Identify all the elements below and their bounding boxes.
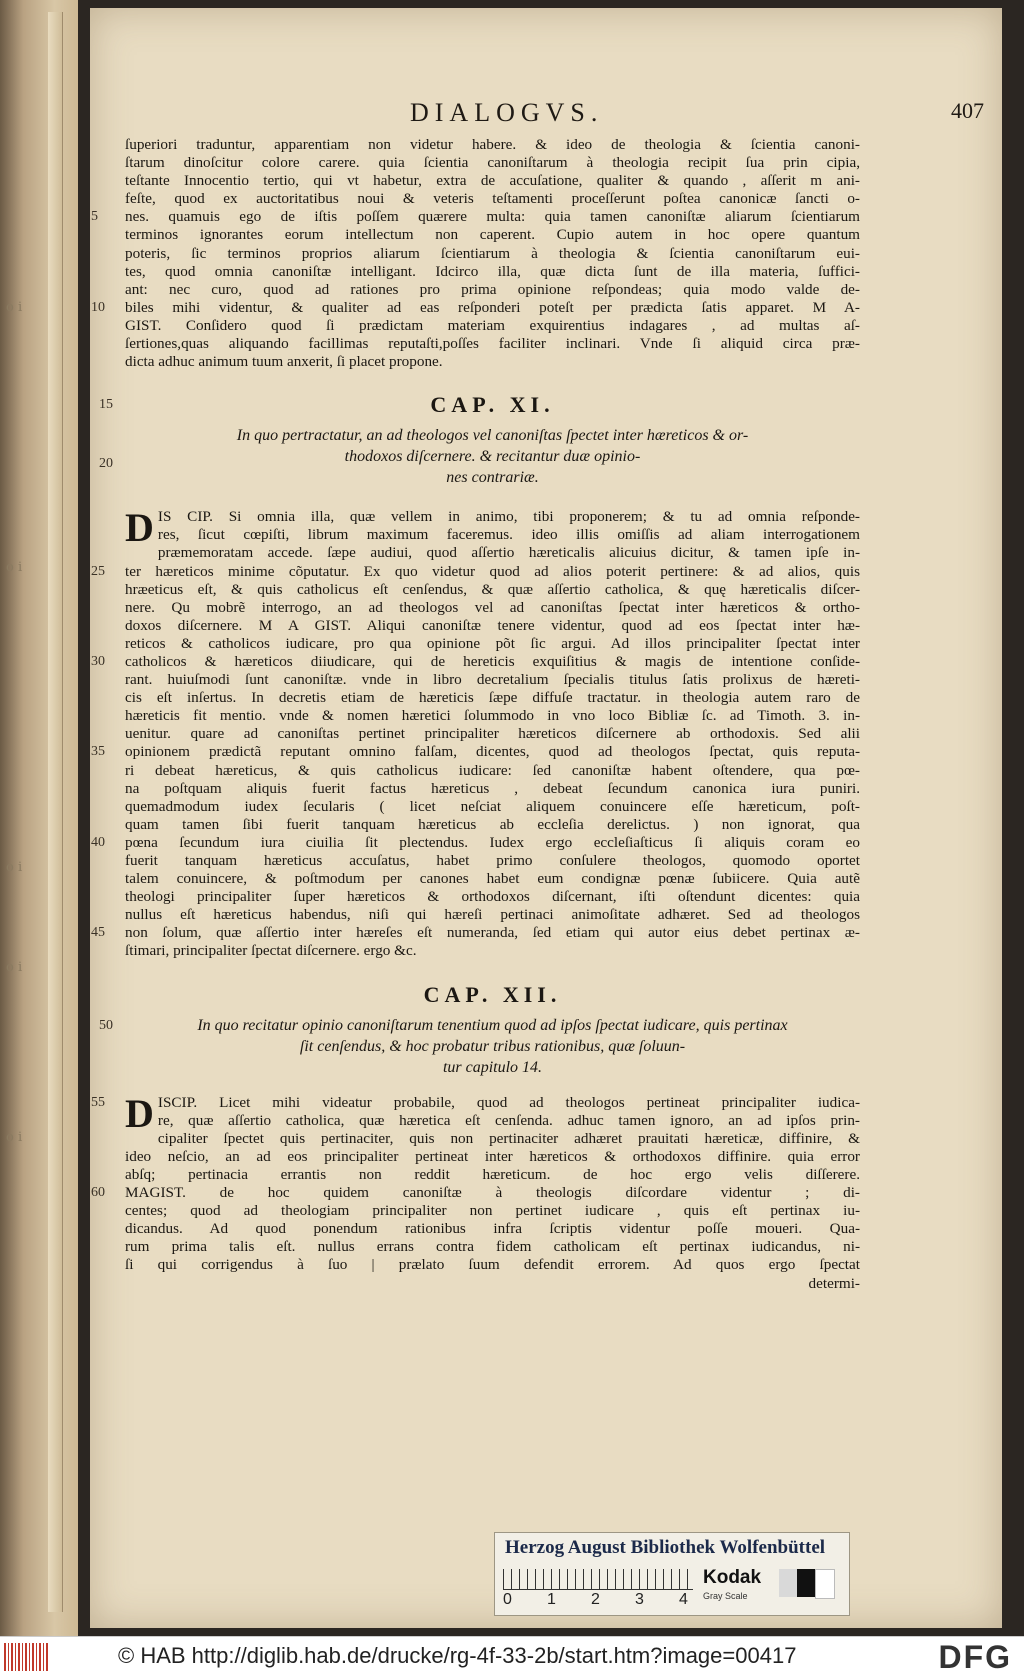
text-block-3 <box>91 1090 860 1293</box>
white-patch <box>815 1569 835 1599</box>
line-text: ri debeat hæreticus, & quis catholicus iudicare: ſed canoniſtæ habent oſtendere, qua pœ- <box>125 761 860 779</box>
line-text: rant. huiuſmodi ſunt canoniſtæ. vnde in libro decretalium ſpecialis titulus ſatis prolixus de hæreti- <box>125 671 860 689</box>
text-line <box>125 635 860 653</box>
line-text: dicta adhuc animum tuum anxerit, ſi placet propone. <box>125 353 443 371</box>
text-line <box>125 190 860 208</box>
line-text: pœna ſecundum iura ciuilia ſit plectendus. Iudex ergo eccleſiaſticus ſi aliquis coram eo <box>125 833 860 851</box>
line-text: theologi principaliter ſuper hæreticos & orthodoxos diſcernant, iſti oſtendunt dicentes: quia <box>125 888 860 906</box>
line-text: teſtante Innocentio tertio, qui vt habetur, extra de accuſatione, qualiter & quando , aſſerit m ani- <box>125 172 860 190</box>
line-text: ISCIP. Licet mihi videatur probabile, quod ad theologos pertineat principaliter iudica- <box>157 1093 860 1111</box>
text-line <box>125 544 860 562</box>
text-line <box>91 924 860 942</box>
text-line <box>125 707 860 725</box>
line-number: 20 <box>99 456 113 472</box>
line-number: 30 <box>91 653 105 669</box>
line-text: catholicos & hæreticos diiudicare, qui de hereticis exquiſitius & magis de intentione conſide- <box>125 652 860 670</box>
chapter-11-title: CAP. XI. <box>430 392 555 418</box>
line-text: rum prima talis eſt. nullus errans contra fidem catholicam eſt pertinax iudicandus, ni- <box>125 1238 860 1256</box>
line-text: centes; quod ad theologiam principaliter non pertinet iudicare , quis eſt pertinax iu- <box>125 1202 860 1220</box>
summary-line: nes contrariæ. <box>446 469 539 487</box>
line-text: ſtimari, principaliter ſpectat diſcernere. ergo &c. <box>125 942 417 960</box>
viewer-footer <box>0 1636 1024 1677</box>
line-text: ſertiones,quas aliquando facillimas reputaſti,poſſes faciliter inclinari. Vnde ſi aliquid circa præ- <box>125 335 860 353</box>
chapter-11-summary <box>99 425 860 488</box>
line-number: 45 <box>91 925 105 941</box>
chapter-12-heading <box>125 975 860 1015</box>
chapter-12-title: CAP. XII. <box>423 981 562 1007</box>
line-text: ter hæreticos minime cõputatur. Ex quo videtur quod ad alios poterit pertinere: & ad alios, quis <box>125 562 860 580</box>
text-line <box>91 562 860 581</box>
drop-cap: D <box>125 1090 154 1136</box>
text-line <box>125 1238 860 1256</box>
line-text: nullus eſt hæreticus habendus, niſi qui hæreſi pertinaci animoſitate adhæret. Sed ad theologos <box>125 906 860 924</box>
text-line <box>125 281 860 299</box>
line-number: 5 <box>91 209 98 225</box>
text-line <box>125 172 860 190</box>
text-line <box>125 780 860 798</box>
line-text: ſi qui corrigendus à ſuo | prælato ſuum defendit errorem. Ad quos ergo ſpectat <box>125 1256 860 1274</box>
text-line <box>125 1202 860 1220</box>
text-line <box>125 136 860 154</box>
text-line <box>91 1184 860 1202</box>
line-text: poteris, ſic terminos proprios aliarum ſcientiarum à theologia & ſcientia canoniſtarum eui- <box>125 244 860 262</box>
text-line <box>125 1130 860 1148</box>
facing-margin-number: o i <box>6 560 23 575</box>
text-line <box>125 689 860 707</box>
line-text: uenitur. quare ad canoniſtas pertinet principaliter hæreticos diſcernere ab orthodoxis. Sed alii <box>125 725 860 743</box>
text-line <box>125 581 860 599</box>
line-text: opinionem prædictã reputant omnino falſam, dicentes, quod ad theologos ſpectat, quis reputa- <box>125 743 860 761</box>
text-block-2 <box>91 505 860 960</box>
line-text: ideo neſcio, an ad eos principaliter pertineat inter hæreticos & orthodoxos diffinire. quia error <box>125 1147 860 1165</box>
book-spine <box>0 0 78 1637</box>
line-text: fuerit tanquam hæreticus accuſatus, habet primo conſulere theologos, quomodo oportet <box>125 852 860 869</box>
text-line <box>125 870 860 888</box>
facing-margin-number: o i <box>6 1130 23 1145</box>
line-text: IS CIP. Si omnia illa, quæ vellem in animo, tibi proponerem; & tu ad omnia reſponde- <box>157 508 860 526</box>
line-number: 50 <box>99 1017 113 1033</box>
line-text: tes, quod omnia canoniſtæ intelligant. Idcirco illa, quæ dicta ſunt de illa materia, ſuffici- <box>125 262 860 280</box>
line-text: non ſolum, quæ aſſertio inter hæreſes eſt numeranda, ſed etiam qui autor eius debet pertinax æ- <box>125 924 860 942</box>
line-text: res, ſicut cœpiſti, librum maximum faceremus. ideo illis omiſſis ad aliam interrogationem <box>157 526 860 544</box>
facing-margin-number: o i <box>6 300 23 315</box>
summary-line: In quo pertractatur, an ad theologos vel canoniſtas ſpectet inter hæreticos & or- <box>236 427 749 445</box>
facing-margin-number: o i <box>6 960 23 975</box>
text-line <box>125 335 860 353</box>
text-line <box>125 906 860 924</box>
source-url[interactable]: © HAB http://diglib.hab.de/drucke/rg-4f-33-2b/start.htm?image=00417 <box>118 1643 797 1668</box>
text-line <box>125 1112 860 1130</box>
page-header <box>310 98 984 128</box>
text-line <box>125 154 860 172</box>
text-line <box>125 1166 860 1184</box>
drop-cap: D <box>125 505 154 551</box>
line-text: feſte, quod ex auctoritatibus noui & veteris teſtamenti proceſſerunt poſtea canonicæ ſancti o- <box>125 190 860 208</box>
summary-line: tur capitulo 14. <box>442 1058 543 1076</box>
text-line <box>91 208 860 226</box>
line-text: talem conuincere, & poſtmodum per canones habet eum condignæ pœnæ ſubiicere. Quia autẽ <box>125 870 860 888</box>
library-name: Herzog August Bibliothek Wolfenbüttel <box>505 1537 826 1558</box>
text-line <box>125 1256 860 1274</box>
text-line <box>125 852 860 870</box>
chapter-11-heading: 15 CAP. XI. <box>99 392 555 418</box>
line-number: 10 <box>91 299 105 315</box>
text-line <box>125 888 860 906</box>
text-line <box>125 942 860 960</box>
page-number: 407 <box>951 98 984 123</box>
line-text: terminos ignorantes eorum intellectum non caperent. Cupio autem in hoc opere quantum <box>125 226 860 244</box>
line-text: MAGIST. de hoc quidem canoniſtæ à theologis diſcordare videntur ; di- <box>125 1184 860 1202</box>
line-text: GIST. Conſidero quod ſi prædictam materiam exquirentius indagares , ad multas aſ- <box>125 316 860 334</box>
text-line <box>125 353 860 371</box>
line-text: determi- <box>808 1274 860 1292</box>
text-line <box>125 762 860 780</box>
text-line <box>91 298 860 317</box>
text-line <box>125 245 860 263</box>
dfg-logo: DFG <box>938 1639 1012 1675</box>
line-text: ant: nec curo, quod ad rationes pro prima opinione reſpondeas; quia modo valde de- <box>125 280 860 298</box>
scale-ruler <box>503 1569 693 1590</box>
kodak-logo: Kodak <box>703 1567 762 1588</box>
black-patch <box>797 1569 815 1597</box>
summary-line: In quo recitatur opinio canoniſtarum tenentium quod ad ipſos ſpectat iudicare, quis pertinax <box>197 1016 788 1034</box>
text-line <box>125 1148 860 1166</box>
line-text: nes. quamuis ego de iſtis poſſem quærere multa: quia tamen canoniſtæ aliarum ſcientiarum <box>125 208 860 226</box>
page-body <box>91 136 860 1293</box>
line-number: 35 <box>91 744 105 760</box>
text-line <box>91 652 860 671</box>
text-line <box>91 1093 860 1112</box>
line-text: ſtarum dinoſcitur colore carere. quia ſcientia canoniſtarum à theologia recipit ſua prin cipia, <box>125 154 860 172</box>
text-line <box>125 798 860 816</box>
line-text: na poſtquam aliquis fuerit factus hæreticus , debeat ſecundum canonica iura puniri. <box>125 779 860 797</box>
text-line <box>125 816 860 834</box>
chapter-12-summary <box>99 1015 860 1078</box>
line-number: 60 <box>91 1185 105 1201</box>
text-line <box>125 599 860 617</box>
book-page <box>90 8 1002 1628</box>
gray-patch <box>779 1569 797 1597</box>
facing-margin-number: o i <box>6 860 23 875</box>
line-number: 25 <box>91 563 105 579</box>
line-number: 40 <box>91 834 105 850</box>
line-number: 55 <box>91 1094 105 1110</box>
line-text: quam tamen ſibi fuerit tanquam hæreticus ab eccleſia derelictus. ) non ignorat, qua <box>125 815 860 833</box>
line-text: reticos & catholicos iudicare, pro qua opinione põt ſic argui. Ad illos principaliter ſpectat inter <box>125 634 860 652</box>
line-text: biles mihi videntur, & qualiter ad eas reſponderi poteſt per prædicta ſatis apparet. M A- <box>125 298 860 316</box>
line-text: cis eſt inſertus. In decretis etiam de hæreticis ſæpe diffuſe tractatur. in theologia autem raro de <box>125 689 860 707</box>
text-line <box>125 725 860 743</box>
line-text: ſuperiori traduntur, apparentiam non videtur habere. & ideo de theologia & ſcientia canoni- <box>125 136 860 153</box>
text-line <box>125 263 860 281</box>
text-line <box>125 1220 860 1238</box>
text-block-1 <box>91 136 860 371</box>
text-line <box>91 743 860 761</box>
line-text: præmemoratam accede. ſæpe audiui, quod aſſertio hæreticalis alicuius dicitur, & tamen ipſe in- <box>157 544 860 562</box>
line-text: dicandus. Ad quod ponendum rationibus infra ſcriptis videntur poſſe moueri. Qua- <box>125 1220 860 1238</box>
line-text: re, quæ aſſertio catholica, quæ hæretica eſt cenſenda. adhuc tamen ignoro, an ad ipſos prin- <box>157 1111 860 1129</box>
gray-scale-label: Gray Scale <box>703 1591 748 1601</box>
facing-page-edge <box>48 12 63 1612</box>
running-title: DIALOGVS. <box>410 98 604 127</box>
text-line <box>125 508 860 526</box>
line-text: hræeticus eſt, & quis catholicus eſt cenſendus, & quæ aſſertio catholica, & quę hæreticalis diſcer- <box>125 580 860 598</box>
summary-line: ſit cenſendus, & hoc probatur tribus rationibus, quæ ſoluun- <box>299 1037 686 1055</box>
text-line <box>125 1275 860 1293</box>
text-line <box>125 617 860 635</box>
text-line <box>125 317 860 335</box>
text-line <box>125 526 860 544</box>
summary-line: thodoxos diſcernere. & recitantur duæ opinio- <box>344 448 641 466</box>
text-line <box>125 671 860 689</box>
line-text: cipaliter ſpectet quis pertinaciter, quis non pertinaciter adhæret prauitati hæreticæ, diffinire, & <box>157 1129 860 1147</box>
text-line <box>91 833 860 852</box>
line-text: quemadmodum iudex ſecularis ( licet neſciat aliquem conuincere eſſe hæreticum, poſt- <box>125 797 860 815</box>
line-text: hæreticis fit mentio. vnde & nomen hæretici ſolummodo in vno loco Bibliæ ſc. ad Timoth. 3. in- <box>125 707 860 725</box>
line-text: abſq; pertinacia errantis non reddit hæreticum. de hoc ergo velis diſſerere. <box>125 1165 860 1183</box>
library-color-chart: Herzog August Bibliothek Wolfenbüttel 0 1 2 3 4 Kodak Gray Scale <box>494 1532 850 1616</box>
line-text: nere. Qu mobrẽ interrogo, an ad theologos vel ad canoniſtas ſpectat inter hæreticos & ortho- <box>125 598 860 616</box>
text-line <box>125 226 860 244</box>
hab-logo-icon <box>4 1643 48 1671</box>
line-text: doxos diſcernere. M A GIST. Aliqui canoniſtæ tenere videntur, quod ad eos ſpectat inter hæ- <box>125 616 860 634</box>
